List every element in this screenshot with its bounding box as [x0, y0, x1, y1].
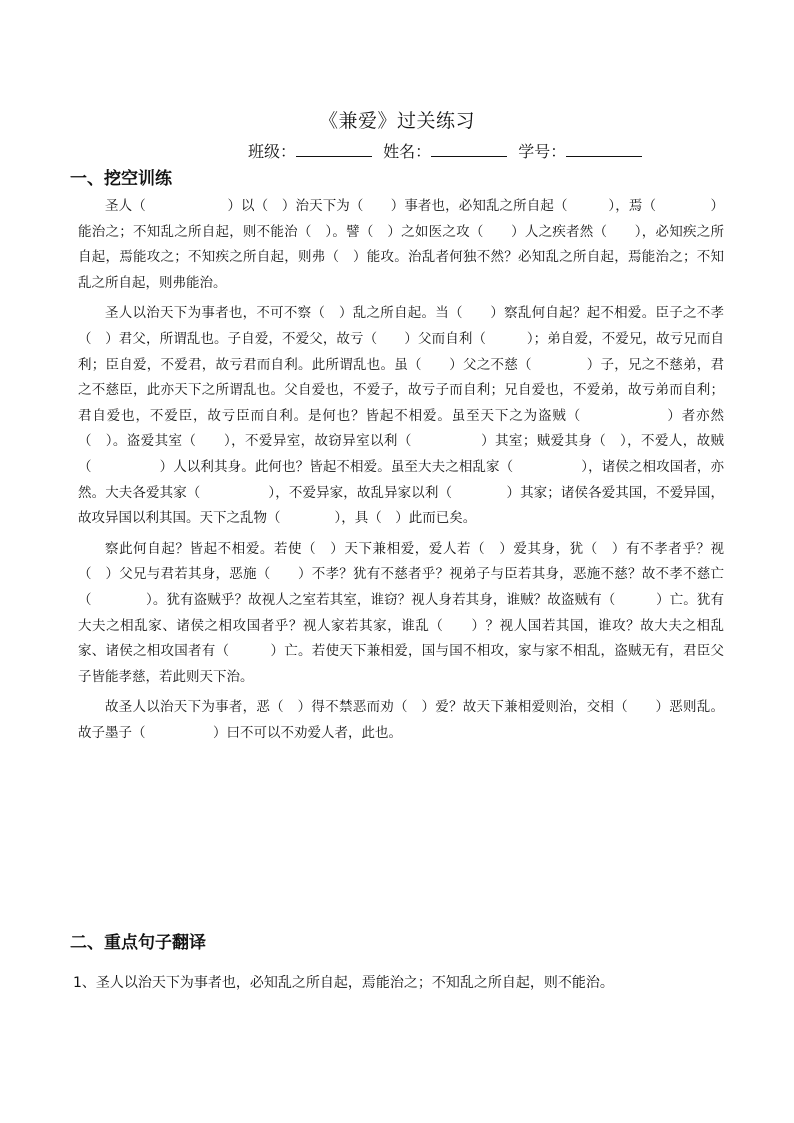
name-label: 姓名：	[383, 142, 432, 161]
student-id-label: 学号：	[518, 142, 567, 161]
passage-paragraph: 圣人以治天下为事者也，不可不察（ ）乱之所自起。当（ ）察乱何自起？起不相爱。臣子之不孝（ ）君父，所谓乱也。子自爱，不爱父，故亏（ ）父而自利（ ）；弟自爱，不爱兄，故亏兄而自利；臣自爱，不爱君，故亏君而自利。此所谓乱也。虽（ ）父之不慈（ ）子，兄之不慈弟，君之不慈臣，此亦天下之所谓乱也。父自爱也，不爱子，故亏子而自利；兄自爱也，不爱弟，故亏弟而自利；君自爱也，不爱臣，故亏臣而自利。是何也？皆起不相爱。虽至天下之为盗贼（ ）者亦然（ ）。盗爱其室（ ），不爱异室，故窃异室以利（ ）其室；贼爱其身（ ），不爱人，故贼（ ）人以利其身。此何也？皆起不相爱。虽至大夫之相乱家（ ），诸侯之相攻国者，亦然。大夫各爱其家（ ），不爱异家，故乱异家以利（ ）其家；诸侯各爱其国，不爱异国，故攻异国以利其国。天下之乱物（ ），具（ ）此而已矣。	[78, 305, 724, 527]
translation-item: 1、圣人以治天下为事者也，必知乱之所自起，焉能治之；不知乱之所自起，则不能治。	[73, 975, 614, 991]
student-id-blank[interactable]	[566, 142, 642, 157]
class-blank[interactable]	[296, 142, 372, 157]
passage-paragraph: 圣人（ ）以（ ）治天下为（ ）事者也，必知乱之所自起（ ），焉（ ）能治之；不知乱之所自起，则不能治（ ）。譬（ ）之如医之攻（ ）人之疾者然（ ），必知疾之所自起，焉能攻之；不知疾之所自起，则弗（ ）能攻。治乱者何独不然？必知乱之所自起，焉能治之；不知乱之所自起，则弗能治。	[78, 198, 724, 291]
class-label: 班级：	[248, 142, 297, 161]
name-blank[interactable]	[431, 142, 507, 157]
student-info-row	[248, 139, 648, 162]
section-heading-translation: 二、重点句子翻译	[70, 933, 206, 953]
fill-blank-passage	[78, 194, 724, 751]
section-heading-fill-blanks: 一、挖空训练	[70, 169, 172, 189]
page-title: 《兼爱》过关练习	[318, 110, 475, 132]
passage-paragraph: 察此何自起？皆起不相爱。若使（ ）天下兼相爱，爱人若（ ）爱其身，犹（ ）有不孝者乎？视（ ）父兄与君若其身，恶施（ ）不孝？犹有不慈者乎？视弟子与臣若其身，恶施不慈？故不孝不慈亡（ ）。犹有盗贼乎？故视人之室若其室，谁窃？视人身若其身，谁贼？故盗贼有（ ）亡。犹有大夫之相乱家、诸侯之相攻国者乎？视人家若其家，谁乱（ ）？视人国若其国，谁攻？故大夫之相乱家、诸侯之相攻国者有（ ）亡。若使天下兼相爱，国与国不相攻，家与家不相乱，盗贼无有，君臣父子皆能孝慈，若此则天下治。	[78, 540, 724, 685]
passage-paragraph: 故圣人以治天下为事者，恶（ ）得不禁恶而劝（ ）爱？故天下兼相爱则治，交相（ ）恶则乱。故子墨子（ ）曰不可以不劝爱人者，此也。	[78, 699, 724, 741]
